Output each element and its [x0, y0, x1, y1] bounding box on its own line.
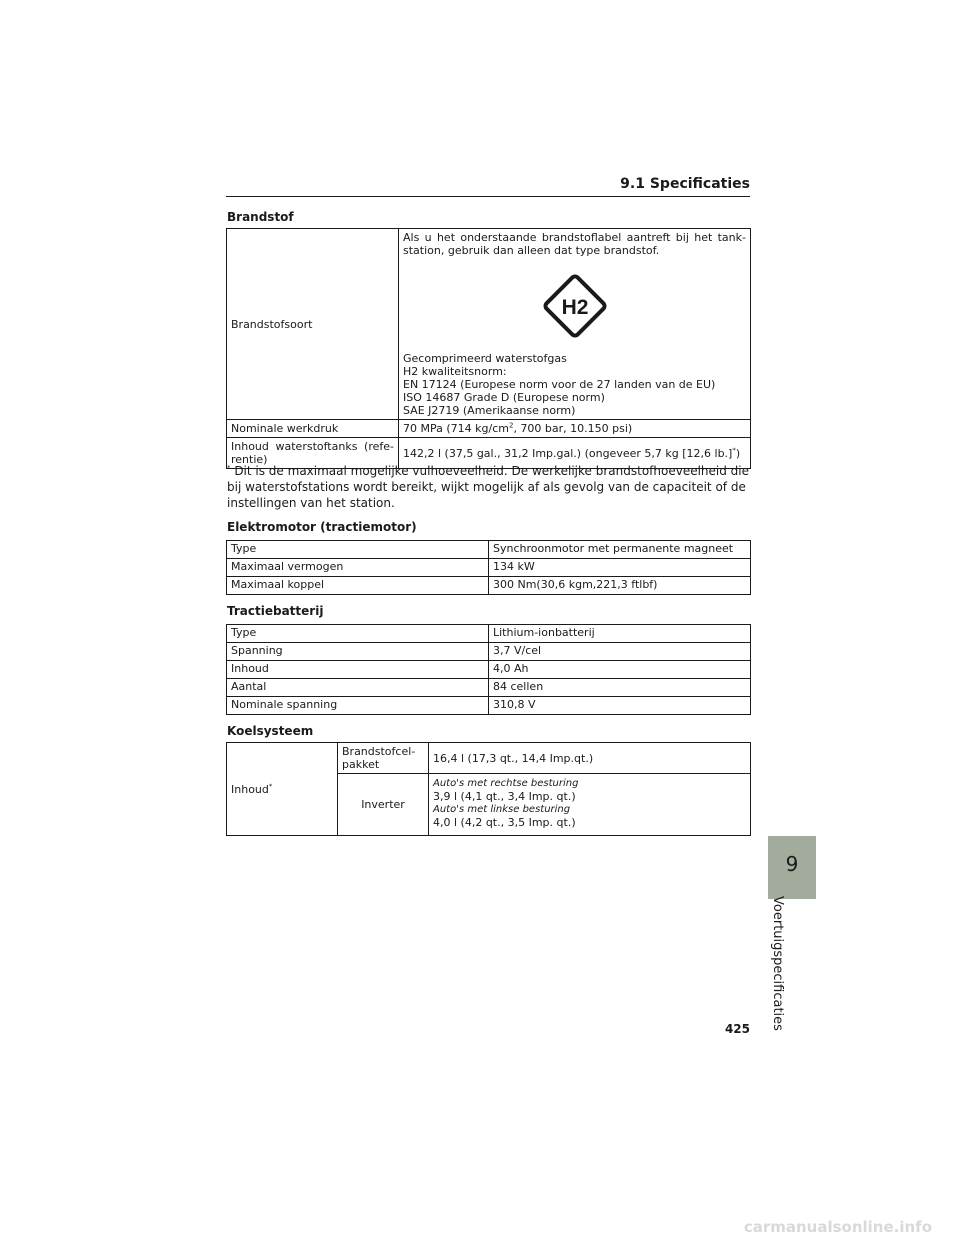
section-header: 9.1 Specificaties [226, 176, 750, 197]
watermark: carmanualsonline.info [743, 1218, 932, 1236]
chapter-label: Voertuigspecificaties [770, 896, 785, 1031]
fuel-desc-line: EN 17124 (Europese norm voor de 27 landen van de EU) [403, 378, 716, 391]
lhd-value: 4,0 l (4,2 qt., 3,5 Imp. qt.) [433, 816, 576, 829]
tank-label: Inhoud waterstoftanks (refe-rentie) [227, 438, 399, 469]
fuel-desc-line: H2 kwaliteitsnorm: [403, 365, 507, 378]
table-row: Type Synchroonmotor met permanente magneet [227, 541, 751, 559]
footnote: * Dit is de maximaal mogelijke vulhoeveelheid. De werkelijke brandstofhoeveelheid die bij waterstofstations wordt bereikt, wijkt mogelijk af als gevolg van de capaciteit of de instellingen van het station. [227, 464, 750, 510]
table-row: Spanning 3,7 V/cel [227, 643, 751, 661]
fuel-type-label: Brandstofsoort [227, 229, 399, 420]
fuel-desc-line: SAE J2719 (Amerikaanse norm) [403, 404, 576, 417]
h2-fuel-label-icon [403, 269, 746, 346]
fuel-type-cell [399, 229, 751, 420]
table-row: Aantal 84 cellen [227, 679, 751, 697]
table-row: Maximaal vermogen 134 kW [227, 559, 751, 577]
inverter-label: Inverter [338, 774, 429, 836]
fuel-intro: Als u het onderstaande brandstoflabel aantreft bij het tank-station, gebruik dan alleen dat type brandstof. [403, 231, 746, 257]
rhd-value: 3,9 l (4,1 qt., 3,4 Imp. qt.) [433, 790, 576, 803]
h2-logo-text: H2 [561, 296, 588, 319]
cooling-table [226, 742, 751, 836]
battery-table [226, 624, 751, 715]
chapter-number: 9 [785, 852, 799, 876]
fuel-heading: Brandstof [227, 210, 294, 224]
page-number: 425 [724, 1022, 750, 1036]
fuel-table [226, 228, 751, 469]
motor-table [226, 540, 751, 595]
lhd-label: Auto's met linkse besturing [433, 804, 571, 815]
pack-value: 16,4 l (17,3 qt., 14,4 Imp.qt.) [429, 743, 751, 774]
motor-heading: Elektromotor (tractiemotor) [227, 520, 417, 534]
table-row: Inhoud 4,0 Ah [227, 661, 751, 679]
cooling-heading: Koelsysteem [227, 724, 314, 738]
table-row: Type Lithium-ionbatterij [227, 625, 751, 643]
pressure-label: Nominale werkdruk [227, 420, 399, 438]
cooling-label: Inhoud* [227, 743, 338, 836]
fuel-desc-line: Gecomprimeerd waterstofgas [403, 352, 567, 365]
rhd-label: Auto's met rechtse besturing [433, 778, 579, 789]
pressure-value: 70 MPa (714 $kg/cm^2$, 700 bar, 10.150 psi) [399, 420, 751, 438]
pack-label: Brandstofcel-pakket [338, 743, 429, 774]
inverter-value [429, 774, 751, 836]
fuel-desc-line: ISO 14687 Grade D (Europese norm) [403, 391, 605, 404]
table-row: Maximaal koppel 300 Nm(30,6 kgm,221,3 ftlbf) [227, 577, 751, 595]
battery-heading: Tractiebatterij [227, 604, 324, 618]
table-row: Nominale spanning 310,8 V [227, 697, 751, 715]
tank-value: 142,2 l (37,5 gal., 31,2 Imp.gal.) (ongeveer 5,7 kg [12,6 lb.]*) [399, 438, 751, 469]
